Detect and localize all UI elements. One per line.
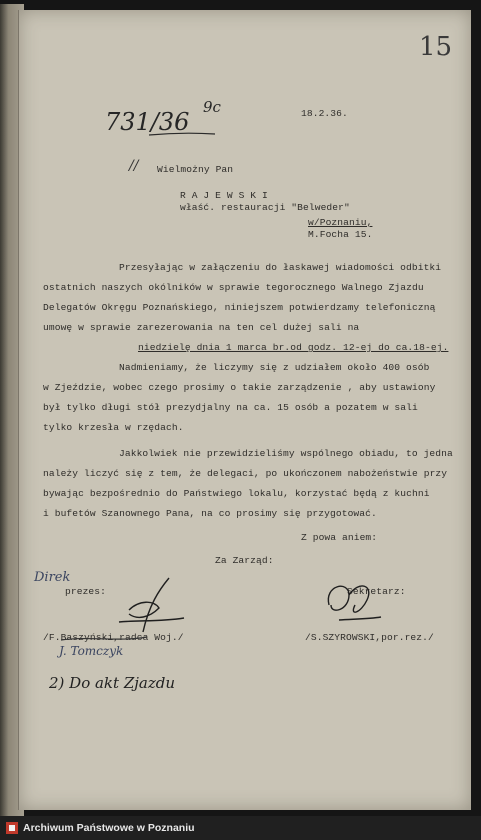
body-line: w Zjeździe, wobec czego prosimy o takie zarządzenie , aby ustawiony	[43, 382, 436, 393]
body-line: Przesyłając w załączeniu do łaskawej wiadomości odbitki	[119, 262, 442, 273]
reference-number: 731/36	[105, 108, 190, 136]
body-line: Delegatów Okręgu Poznańskiego, niniejszem potwierdzamy telefoniczną	[43, 302, 436, 313]
body-line: bywając bezpośrednio do Państwiego lokalu, korzystać będą z kuchni	[43, 488, 430, 499]
body-line: tylko krzesła w rzędach.	[43, 422, 184, 433]
board-label: Za Zarząd:	[215, 555, 274, 566]
recipient-name: R A J E W S K I	[180, 190, 268, 201]
reference-underline	[147, 130, 217, 138]
recipient-title: właść. restauracji "Belweder"	[180, 202, 350, 213]
archive-logo-icon	[6, 822, 18, 834]
body-line: Jakkolwiek nie przewidzieliśmy wspólnego obiadu, to jedna	[119, 448, 453, 459]
handwritten-annotation: J. Tomczyk	[59, 644, 124, 658]
body-line: ostatnich naszych okólników w sprawie tegorocznego Walnego Zjazdu	[43, 282, 424, 293]
secretary-signature	[319, 575, 389, 635]
document-sheet	[18, 10, 471, 810]
body-line: Nadmieniamy, że liczymy się z udziałem około 400 osób	[119, 362, 430, 373]
archive-name: Archiwum Państwowe w Poznaniu	[23, 822, 195, 834]
closing: Z powa aniem:	[301, 532, 378, 543]
archive-footer	[0, 816, 481, 840]
salutation: Wielmożny Pan	[157, 164, 234, 175]
handwritten-annotation: Direk	[34, 570, 71, 585]
body-line: i bufetów Szanownego Pana, na co prosimy się przygotować.	[43, 508, 377, 519]
recipient-city: w/Poznaniu,	[308, 217, 373, 228]
body-line: należy liczyć się z tem, że delegaci, po ukończonem nabożeństwie przy	[43, 468, 448, 479]
reference-suffix: 9c	[203, 98, 221, 116]
recipient-street: M.Focha 15.	[308, 229, 373, 240]
president-signature	[99, 570, 189, 640]
handwritten-file-note: 2) Do akt Zjazdu	[49, 674, 175, 692]
secretary-name: /S.SZYROWSKI,por.rez./	[305, 632, 434, 643]
secretary-label: Sekretarz:	[347, 586, 406, 597]
handwritten-mark: //	[129, 158, 139, 174]
letter-date: 18.2.36.	[301, 108, 348, 119]
page-number: 15	[419, 32, 453, 62]
body-line: umowę w sprawie zarezerowania na ten cel dużej sali na	[43, 322, 360, 333]
president-label: prezes:	[65, 586, 107, 597]
president-name: /F.Baszyński,radca Woj./	[43, 632, 184, 643]
body-line: był tylko długi stół prezydjalny na ca. 15 osób a pozatem w sali	[43, 402, 418, 413]
body-line-underlined: niedzielę dnia 1 marca br.od godz. 12-ej do ca.18-ej.	[138, 342, 449, 353]
